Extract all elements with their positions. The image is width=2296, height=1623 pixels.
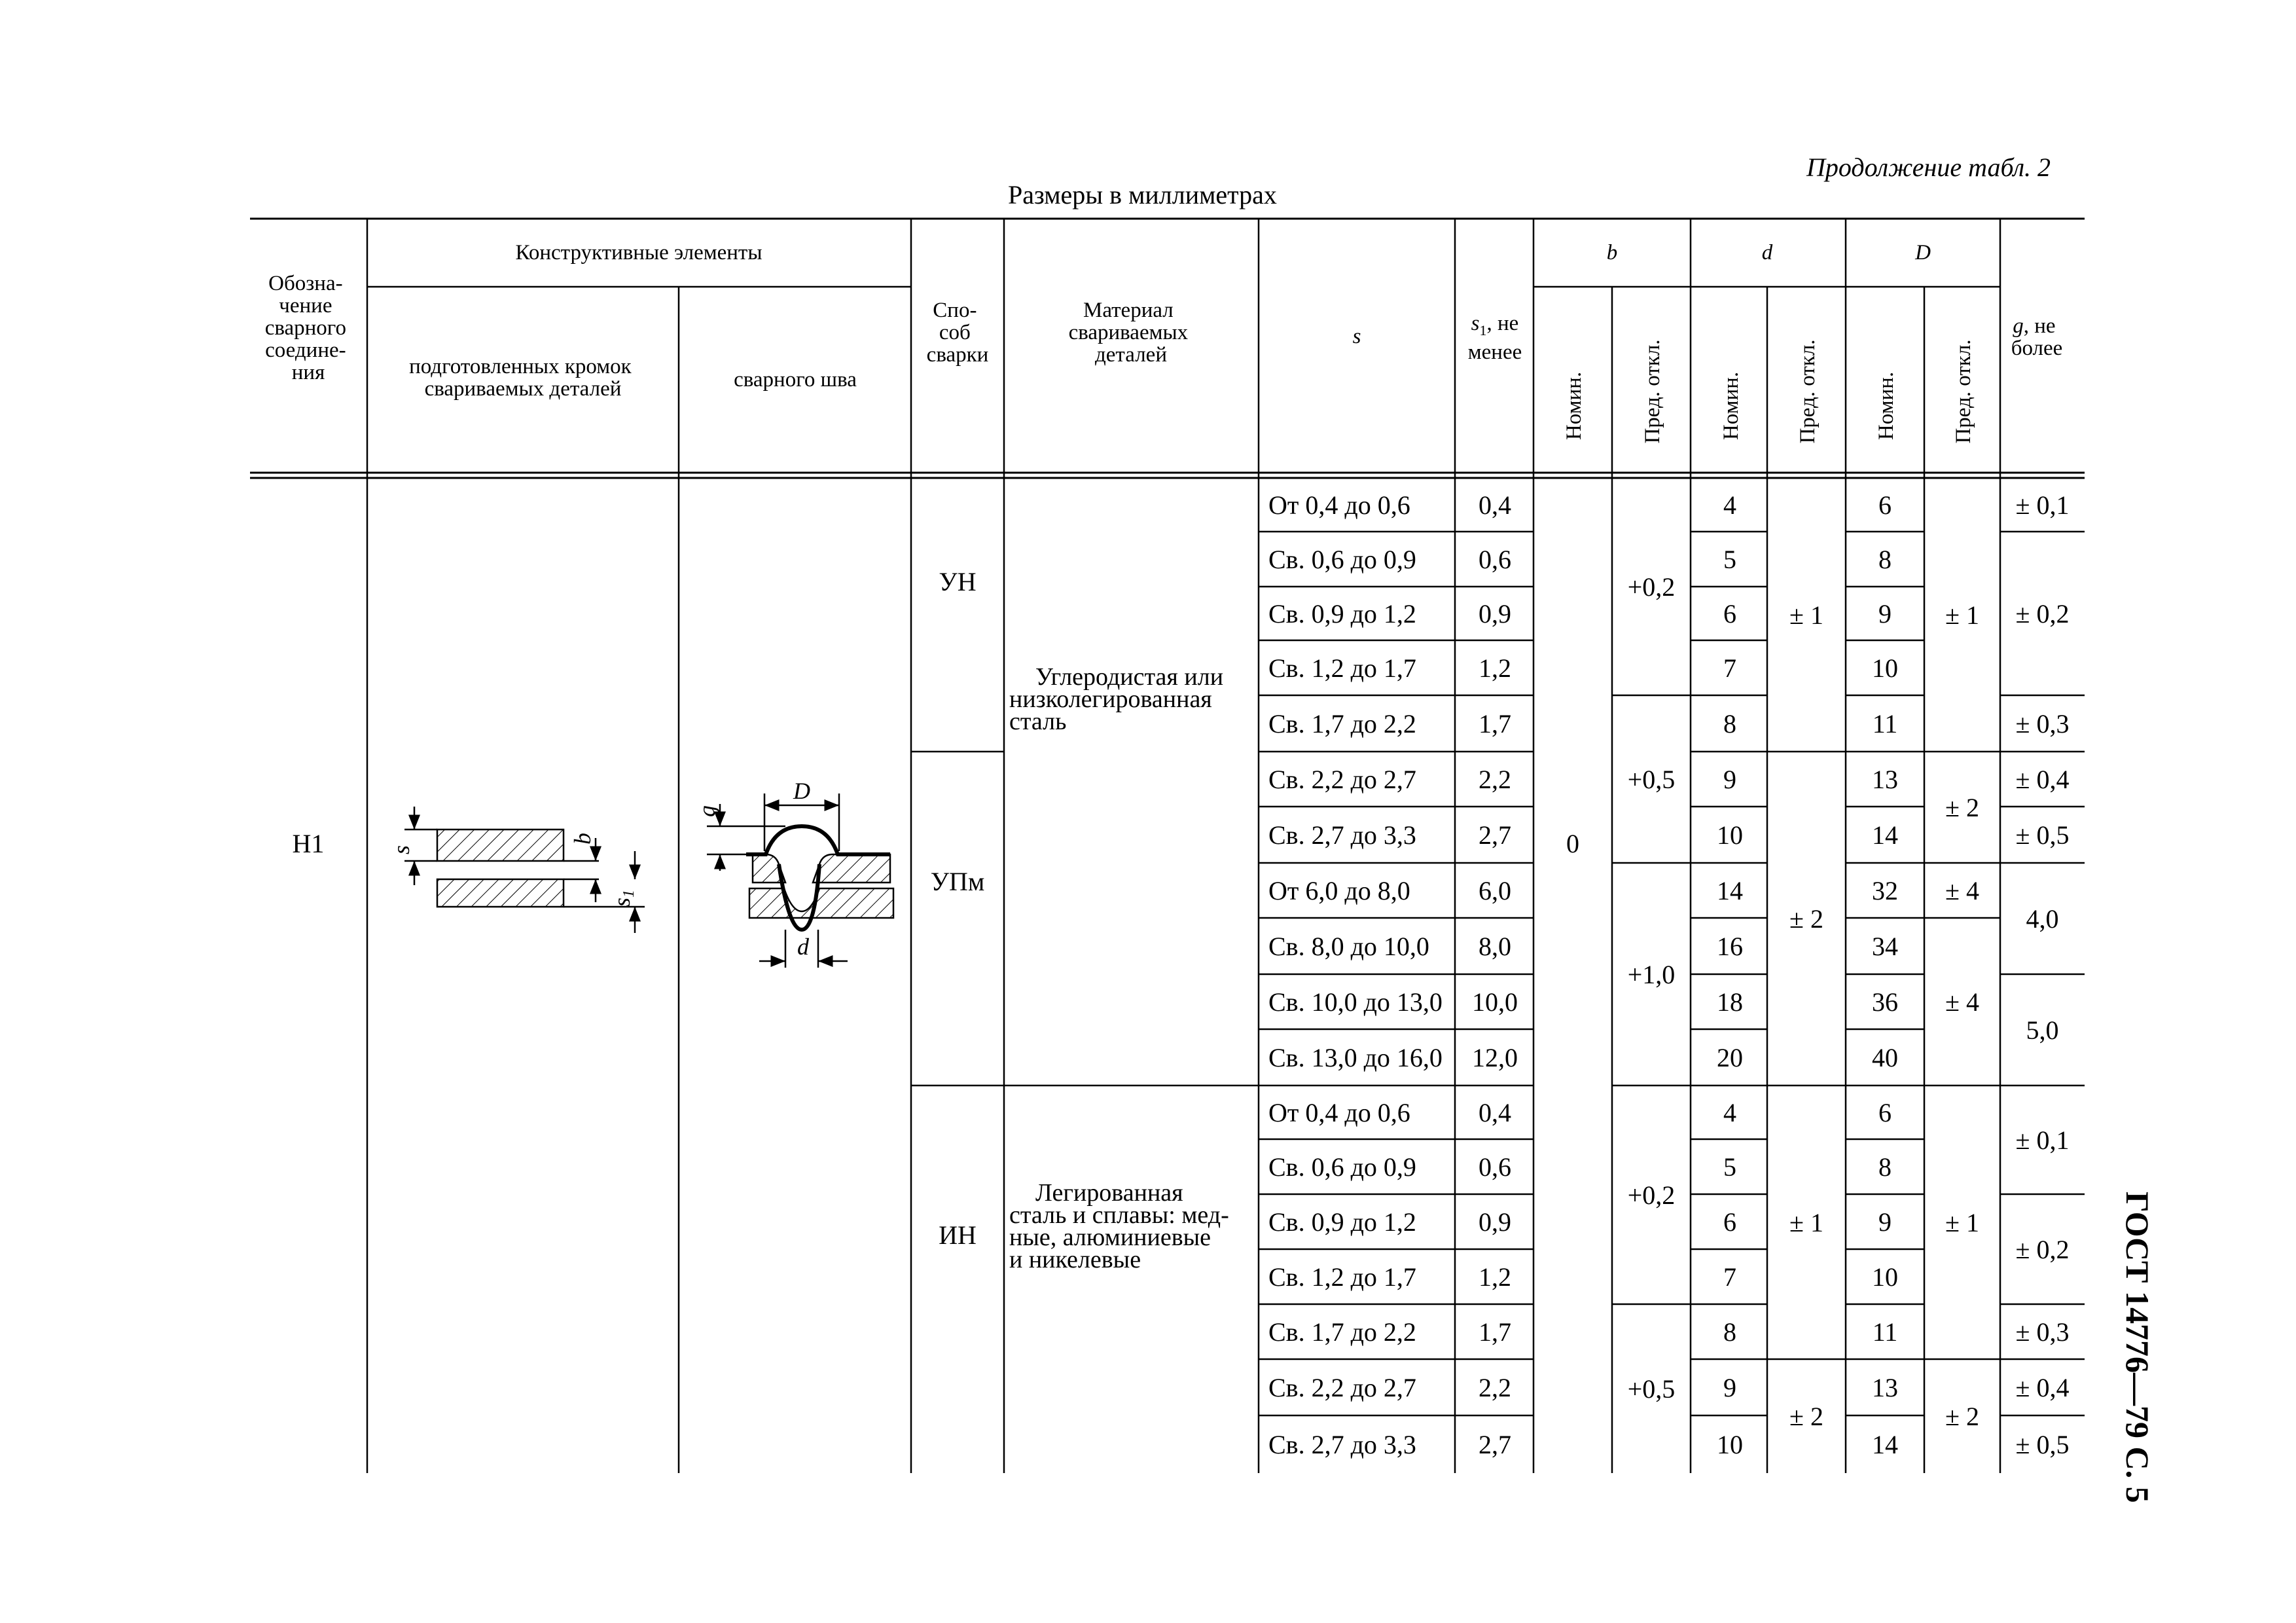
row-s-range: Св. 2,7 до 3,3: [1268, 1430, 1416, 1459]
row-s1-min: 0,6: [1479, 545, 1511, 574]
g-max: ± 0,4: [2015, 765, 2070, 794]
sketch-label-b: b: [569, 833, 596, 845]
row-d-nominal: 6: [1723, 599, 1736, 629]
row-s-range: Св. 1,2 до 1,7: [1268, 653, 1416, 683]
row-D-nominal: 10: [1872, 1262, 1898, 1292]
row-D-nominal: 14: [1872, 820, 1898, 850]
d-tolerance: ± 2: [1789, 1402, 1823, 1431]
row-s1-min: 10,0: [1472, 987, 1518, 1017]
method-un: УН: [939, 567, 977, 596]
g-max: 4,0: [2026, 904, 2059, 934]
row-s1-min: 12,0: [1472, 1043, 1518, 1072]
row-s-range: От 0,4 до 0,6: [1268, 490, 1410, 520]
row-D-nominal: 34: [1872, 932, 1898, 961]
header-b-nominal: Номин.: [1562, 371, 1586, 441]
row-s-range: Св. 0,9 до 1,2: [1268, 1207, 1416, 1237]
header-s: s: [1352, 325, 1361, 348]
units-caption: Размеры в миллиметрах: [1008, 180, 1277, 210]
header-material: Материал свариваемых деталей: [1068, 299, 1189, 367]
row-s-range: Св. 2,2 до 2,7: [1268, 1373, 1416, 1402]
g-max: ± 0,3: [2015, 1317, 2070, 1347]
row-s-range: Св. 13,0 до 16,0: [1268, 1043, 1443, 1072]
row-s-range: Св. 2,7 до 3,3: [1268, 820, 1416, 850]
row-s1-min: 2,7: [1479, 1430, 1511, 1459]
row-D-nominal: 40: [1872, 1043, 1898, 1072]
b-tolerance: +0,5: [1627, 1374, 1676, 1404]
row-d-nominal: 8: [1723, 1317, 1736, 1347]
row-d-nominal: 10: [1717, 1430, 1743, 1459]
row-s1-min: 1,2: [1479, 1262, 1511, 1292]
row-d-nominal: 4: [1723, 490, 1736, 520]
header-b-tolerance: Пред. откл.: [1641, 339, 1664, 444]
D-tolerance: ± 2: [1945, 1402, 1979, 1431]
header-g: g, не более: [2011, 314, 2063, 360]
row-s1-min: 2,2: [1479, 1373, 1511, 1402]
sketch-label-s1: s1: [609, 889, 637, 907]
header-D-tolerance: Пред. откл.: [1952, 339, 1975, 444]
row-s1-min: 2,7: [1479, 820, 1511, 850]
row-s-range: Св. 0,6 до 0,9: [1268, 1152, 1416, 1182]
b-nominal-value: 0: [1566, 829, 1579, 858]
header-d-tolerance: Пред. откл.: [1796, 339, 1820, 444]
d-tolerance: ± 1: [1789, 600, 1823, 630]
header-weld-seam: сварного шва: [734, 368, 857, 392]
method-in: ИН: [939, 1220, 977, 1250]
row-D-nominal: 9: [1878, 1207, 1892, 1237]
row-d-nominal: 16: [1717, 932, 1743, 961]
row-D-nominal: 11: [1872, 709, 1898, 739]
header-D: D: [1915, 241, 1931, 264]
row-D-nominal: 8: [1878, 545, 1892, 574]
header-d-nominal: Номин.: [1719, 371, 1743, 441]
sketch-label-g: g: [694, 805, 720, 817]
row-s1-min: 0,9: [1479, 1207, 1511, 1237]
row-s1-min: 6,0: [1479, 876, 1511, 905]
row-d-nominal: 9: [1723, 765, 1736, 794]
row-D-nominal: 9: [1878, 599, 1892, 629]
d-tolerance: ± 1: [1789, 1208, 1823, 1237]
row-d-nominal: 7: [1723, 1262, 1736, 1292]
row-D-nominal: 13: [1872, 765, 1898, 794]
row-d-nominal: 18: [1717, 987, 1743, 1017]
method-upm: УПм: [930, 867, 985, 896]
row-s1-min: 2,2: [1479, 765, 1511, 794]
row-s1-min: 1,7: [1479, 1317, 1511, 1347]
g-max: ± 0,2: [2015, 1235, 2070, 1264]
header-s1: $s_1$, не: [1471, 312, 1519, 338]
row-D-nominal: 13: [1872, 1373, 1898, 1402]
row-d-nominal: 5: [1723, 545, 1736, 574]
sketch-label-d: d: [797, 934, 809, 960]
row-D-nominal: 8: [1878, 1152, 1892, 1182]
row-s-range: Св. 0,6 до 0,9: [1268, 545, 1416, 574]
row-s1-min: 0,4: [1479, 1098, 1511, 1127]
row-D-nominal: 6: [1878, 490, 1892, 520]
sketch-label-D: D: [793, 778, 810, 804]
header-prepared-edges: подготовленных кромок свариваемых деталей: [409, 355, 632, 401]
header-welding-method: Спо- соб сварки: [926, 299, 989, 367]
d-tolerance: ± 2: [1789, 904, 1823, 934]
row-D-nominal: 10: [1872, 653, 1898, 683]
row-D-nominal: 14: [1872, 1430, 1898, 1459]
row-d-nominal: 14: [1717, 876, 1743, 905]
D-tolerance: ± 2: [1945, 793, 1979, 822]
prepared-edges-sketch: [404, 807, 645, 933]
row-s1-min: 0,4: [1479, 490, 1511, 520]
row-s1-min: 1,7: [1479, 709, 1511, 739]
row-d-nominal: 4: [1723, 1098, 1736, 1127]
header-d: d: [1761, 241, 1773, 264]
header-construct-elements: Конструктивные элементы: [515, 241, 762, 264]
g-max: ± 0,5: [2015, 820, 2070, 850]
row-s-range: Св. 8,0 до 10,0: [1268, 932, 1429, 961]
row-d-nominal: 9: [1723, 1373, 1736, 1402]
g-max: ± 0,2: [2015, 599, 2070, 629]
sketch-label-s: s: [388, 845, 414, 854]
g-max: ± 0,4: [2015, 1373, 2070, 1402]
b-tolerance: +1,0: [1627, 960, 1676, 989]
row-s-range: От 6,0 до 8,0: [1268, 876, 1410, 905]
row-D-nominal: 6: [1878, 1098, 1892, 1127]
row-s1-min: 1,2: [1479, 653, 1511, 683]
D-tolerance: ± 1: [1945, 1208, 1979, 1237]
row-d-nominal: 10: [1717, 820, 1743, 850]
row-s1-min: 8,0: [1479, 932, 1511, 961]
g-max: ± 0,1: [2015, 1125, 2070, 1155]
row-s1-min: 0,6: [1479, 1152, 1511, 1182]
b-tolerance: +0,2: [1627, 1180, 1676, 1210]
joint-designation: Н1: [292, 829, 325, 858]
header-s1-line2: менее: [1467, 340, 1522, 364]
row-d-nominal: 6: [1723, 1207, 1736, 1237]
rotated-subheaders: [1562, 339, 1975, 443]
b-tolerance: +0,2: [1627, 572, 1676, 602]
D-tolerance: ± 4: [1945, 876, 1979, 905]
D-tolerance: ± 4: [1945, 987, 1979, 1017]
row-s-range: Св. 2,2 до 2,7: [1268, 765, 1416, 794]
row-d-nominal: 8: [1723, 709, 1736, 739]
row-s1-min: 0,9: [1479, 599, 1511, 629]
table-header: [265, 241, 2063, 401]
row-s-range: Св. 1,2 до 1,7: [1268, 1262, 1416, 1292]
g-max: ± 0,1: [2015, 490, 2070, 520]
row-d-nominal: 5: [1723, 1152, 1736, 1182]
row-s-range: Св. 0,9 до 1,2: [1268, 599, 1416, 629]
b-tolerance: +0,5: [1627, 765, 1676, 794]
header-designation: Обозна- чение сварного соедине- ния: [264, 272, 347, 384]
row-s-range: Св. 10,0 до 13,0: [1268, 987, 1443, 1017]
header-D-nominal: Номин.: [1874, 371, 1898, 441]
row-s-range: Св. 1,7 до 2,2: [1268, 709, 1416, 739]
row-D-nominal: 36: [1872, 987, 1898, 1017]
continuation-label: Продолжение табл. 2: [1806, 153, 2051, 182]
g-max: ± 0,3: [2015, 709, 2070, 739]
g-max: 5,0: [2026, 1015, 2059, 1045]
document-side-label: ГОСТ 14776—79 С. 5: [2119, 1192, 2156, 1503]
row-d-nominal: 7: [1723, 653, 1736, 683]
row-D-nominal: 32: [1872, 876, 1898, 905]
row-s-range: Св. 1,7 до 2,2: [1268, 1317, 1416, 1347]
material-alloy-steel: Легированная сталь и сплавы: мед- ные, алюминиевые и никелевые: [1009, 1179, 1229, 1273]
D-tolerance: ± 1: [1945, 600, 1979, 630]
row-s-range: От 0,4 до 0,6: [1268, 1098, 1410, 1127]
header-b: b: [1606, 241, 1618, 264]
row-D-nominal: 11: [1872, 1317, 1898, 1347]
row-d-nominal: 20: [1717, 1043, 1743, 1072]
g-max: ± 0,5: [2015, 1430, 2070, 1459]
material-carbon-steel: Углеродистая или низколегированная сталь: [1009, 663, 1224, 735]
